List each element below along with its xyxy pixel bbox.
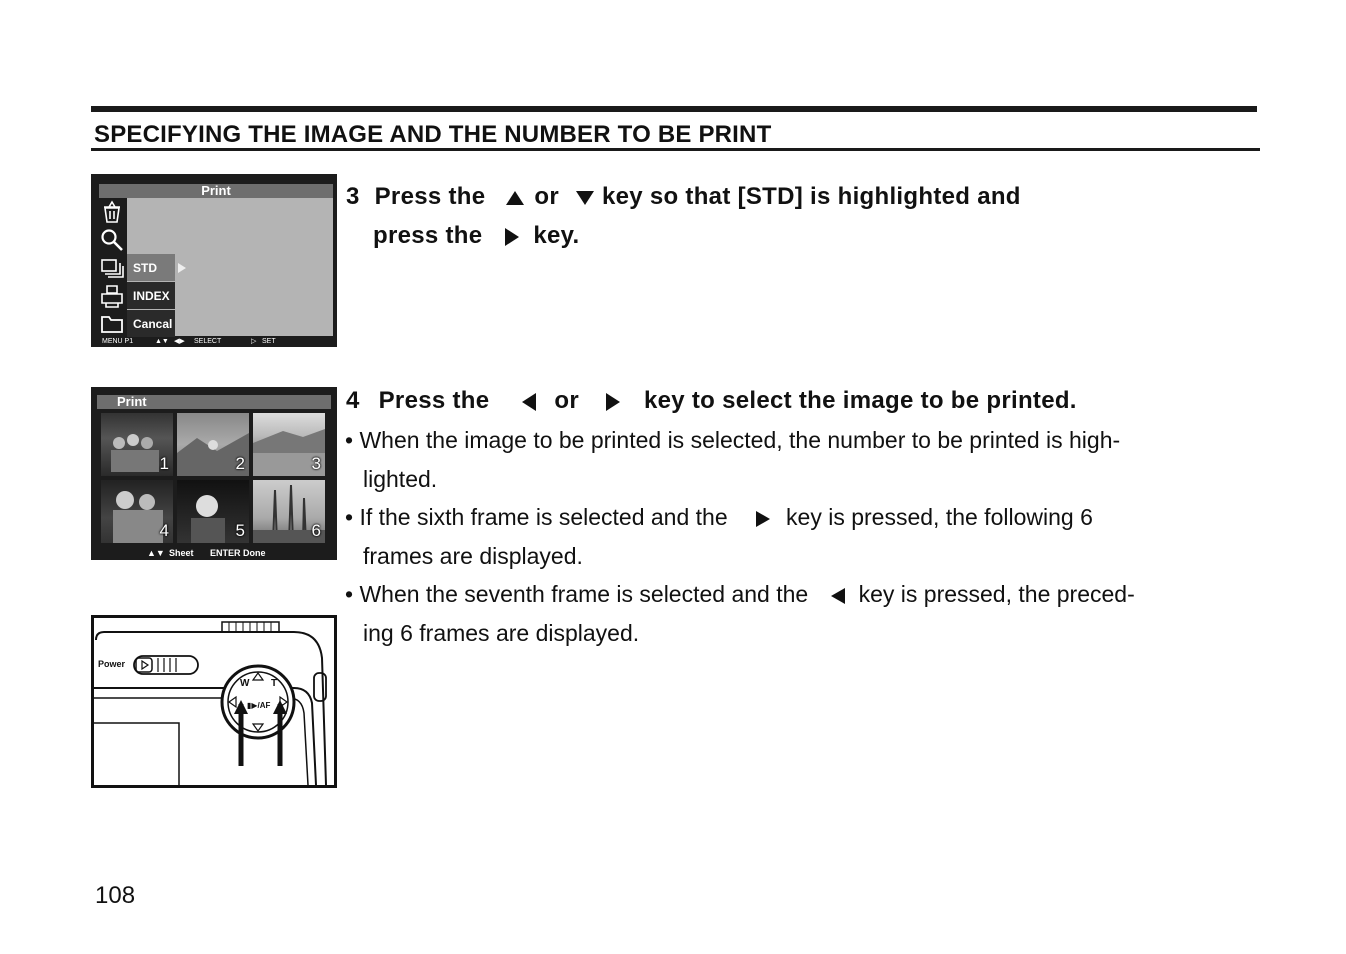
print-index-icon — [97, 282, 127, 310]
heading-underline — [91, 148, 1260, 151]
screen1-icon-column — [97, 198, 127, 338]
folder-icon — [97, 310, 127, 338]
step3-text-or: or — [534, 183, 559, 210]
thumbnail-number: 4 — [159, 521, 169, 540]
left-right-icon: ◀▶ — [174, 338, 185, 345]
print-std-icon — [97, 254, 127, 282]
up-down-icon: ▲▼ — [147, 548, 165, 558]
status-set: SET — [262, 338, 276, 345]
thumbnail-number: 1 — [159, 454, 169, 473]
screen1-title: Print — [99, 184, 333, 198]
submenu-arrow-icon — [177, 261, 187, 279]
print-menu-screenshot — [91, 174, 337, 347]
step3-text-d: press the — [373, 222, 483, 249]
thumbnail-5[interactable] — [177, 480, 249, 543]
right-arrow-icon — [604, 391, 622, 413]
bullet2-line1 — [345, 504, 1093, 531]
camera-drawing — [94, 618, 334, 785]
status-menu: MENU P1 — [102, 338, 134, 345]
bullet2-line2: frames are displayed. — [363, 543, 583, 569]
menu-option-std[interactable]: STD — [127, 254, 175, 281]
bullet3-text-a: • When the seventh frame is selected and the — [345, 581, 809, 607]
thumbnail-1[interactable] — [101, 413, 173, 476]
step4-text-or: or — [554, 387, 579, 414]
step3-text-e: key. — [533, 222, 580, 249]
thumbnail-number: 2 — [235, 454, 245, 473]
bullet3-line2: ing 6 frames are displayed. — [363, 620, 640, 646]
right-arrow-icon — [503, 226, 521, 248]
step4-line — [346, 387, 1077, 415]
up-arrow-icon — [504, 189, 526, 207]
down-arrow-icon — [574, 189, 596, 207]
step3-text-c: key so that [STD] is highlighted and — [601, 183, 1021, 210]
left-arrow-icon — [829, 586, 847, 606]
step3-line1 — [346, 183, 1021, 211]
status-sheet: Sheet — [169, 548, 194, 558]
page-number: 108 — [95, 882, 136, 909]
right-arrow-icon — [754, 509, 772, 529]
section-heading: SPECIFYING THE IMAGE AND THE NUMBER TO BE PRINT — [94, 121, 772, 148]
status-select: SELECT — [194, 338, 222, 345]
bullet2-text-a: • If the sixth frame is selected and the — [345, 504, 728, 530]
thumbnail-select-screenshot — [91, 387, 337, 560]
up-down-icon: ▲▼ — [155, 338, 169, 345]
playback-af-label: ▮▶/AF — [247, 701, 271, 710]
zoom-wide-label: W — [240, 678, 250, 689]
magnifier-icon — [97, 226, 127, 254]
top-rule — [91, 106, 1257, 112]
thumbnail-number: 5 — [235, 521, 245, 540]
step3-number: 3 — [346, 183, 360, 210]
trash-icon — [97, 198, 127, 226]
step3-line2 — [373, 222, 580, 250]
power-label: Power — [98, 659, 126, 669]
step4-text-c: key to select the image to be printed. — [643, 387, 1077, 414]
camera-back-illustration — [91, 615, 337, 788]
bullet1-line2: lighted. — [363, 466, 438, 492]
step4-text-a: Press the — [378, 387, 490, 414]
left-arrow-icon — [520, 391, 538, 413]
zoom-tele-label: T — [271, 678, 278, 689]
screen2-status-bar — [97, 548, 331, 558]
step3-text-a: Press the — [374, 183, 486, 210]
bullet3-text-b: key is pressed, the preced- — [858, 581, 1135, 607]
set-arrow-icon: ▷ — [251, 338, 257, 345]
thumbnail-3[interactable] — [253, 413, 325, 476]
menu-option-index[interactable]: INDEX — [127, 282, 175, 309]
screen2-title: Print — [97, 395, 331, 409]
status-done: ENTER Done — [210, 548, 266, 558]
menu-option-cancel[interactable]: Cancal — [127, 310, 175, 337]
thumbnail-6[interactable] — [253, 480, 325, 543]
thumbnail-4[interactable] — [101, 480, 173, 543]
thumbnail-number: 6 — [311, 521, 321, 540]
bullet3-line1 — [345, 581, 1135, 608]
step4-number: 4 — [346, 387, 360, 414]
thumbnail-number: 3 — [311, 454, 321, 473]
thumbnail-2[interactable] — [177, 413, 249, 476]
bullet2-text-b: key is pressed, the following 6 — [786, 504, 1093, 530]
bullet1-line1: • When the image to be printed is selected, the number to be printed is high- — [345, 427, 1121, 453]
screen1-status-bar — [99, 337, 333, 347]
